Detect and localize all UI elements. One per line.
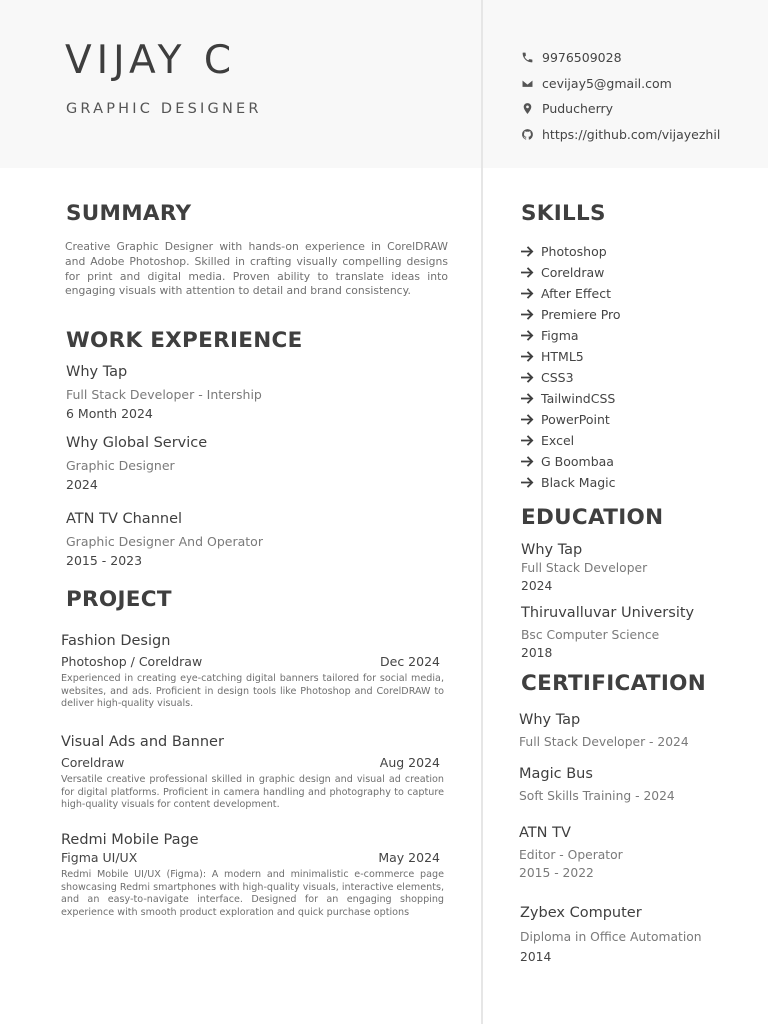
project-entry	[61, 832, 444, 919]
project-meta	[61, 654, 444, 669]
arrow-right-icon	[520, 245, 535, 258]
skill-item	[520, 346, 621, 367]
skill-label: PowerPoint	[541, 412, 610, 427]
job-title: GRAPHIC DESIGNER	[66, 101, 262, 117]
job-entry	[66, 511, 263, 568]
certification-year: 2015 - 2022	[519, 866, 594, 880]
project-tools: Figma UI/UX	[61, 850, 138, 865]
certification-org: Zybex Computer	[520, 905, 642, 921]
skill-label: TailwindCSS	[541, 391, 616, 406]
job-date: 6 Month 2024	[66, 406, 153, 421]
skills-heading: SKILLS	[521, 201, 606, 226]
project-date: Dec 2024	[380, 654, 440, 669]
column-divider	[481, 0, 483, 1024]
contact-email[interactable]	[519, 71, 759, 97]
skill-label: Photoshop	[541, 244, 607, 259]
project-description: Experienced in creating eye-catching digital banners tailored for social media, websites, and ads. Proficient in design tools like Photoshop and CorelDRAW to deliver high-quality visuals.	[61, 673, 444, 710]
project-name: Redmi Mobile Page	[61, 832, 199, 848]
certification-entry	[520, 905, 702, 964]
certification-entry	[519, 712, 689, 749]
arrow-right-icon	[520, 392, 535, 405]
skills-list	[520, 241, 621, 493]
project-name: Fashion Design	[61, 633, 171, 649]
job-role: Graphic Designer And Operator	[66, 534, 263, 549]
skill-label: Black Magic	[541, 475, 616, 490]
location-text: Puducherry	[542, 101, 614, 117]
project-tools: Coreldraw	[61, 755, 125, 770]
arrow-right-icon	[520, 350, 535, 363]
certification-detail: Full Stack Developer - 2024	[519, 735, 689, 749]
github-link[interactable]: https://github.com/vijayezhil	[542, 126, 721, 142]
education-entry	[521, 542, 647, 593]
job-date: 2015 - 2023	[66, 553, 143, 568]
job-company: Why Tap	[66, 364, 128, 380]
job-entry	[66, 364, 262, 421]
project-meta	[61, 850, 444, 865]
skill-item	[520, 409, 621, 430]
project-description: Redmi Mobile UI/UX (Figma): A modern and minimalistic e-commerce page showcasing Redmi smartphones with high-quality visuals, interactive elements, and an easy-to-navigate interface. Designed for an engaging shopping experience with smooth product exploration and quick purchase options	[61, 869, 445, 918]
github-icon	[519, 127, 535, 141]
arrow-right-icon	[520, 266, 535, 279]
candidate-name: VIJAY C	[65, 38, 237, 83]
project-entry	[61, 633, 444, 711]
contact-location	[519, 96, 759, 122]
arrow-right-icon	[520, 329, 535, 342]
education-degree: Full Stack Developer	[521, 561, 648, 575]
arrow-right-icon	[520, 434, 535, 447]
email-text[interactable]: cevijay5@gmail.com	[542, 75, 672, 91]
arrow-right-icon	[520, 308, 535, 321]
education-degree: Bsc Computer Science	[521, 628, 660, 642]
arrow-right-icon	[520, 455, 535, 468]
education-school: Why Tap	[521, 542, 583, 558]
project-name: Visual Ads and Banner	[61, 734, 224, 750]
skill-label: Premiere Pro	[541, 307, 621, 322]
skill-item	[520, 262, 621, 283]
project-tools: Photoshop / Coreldraw	[61, 654, 203, 669]
certification-org: ATN TV	[519, 825, 571, 841]
certification-detail: Diploma in Office Automation	[520, 930, 702, 944]
skill-item	[520, 241, 621, 262]
contact-phone	[519, 45, 759, 71]
arrow-right-icon	[520, 476, 535, 489]
education-school: Thiruvalluvar University	[521, 605, 695, 621]
job-entry	[66, 435, 207, 492]
job-date: 2024	[66, 477, 98, 492]
skill-label: G Boombaa	[541, 454, 614, 469]
location-icon	[519, 102, 535, 116]
education-heading: EDUCATION	[521, 505, 664, 530]
skill-label: Excel	[541, 433, 575, 448]
project-meta	[61, 755, 444, 770]
certification-org: Why Tap	[519, 712, 581, 728]
project-date: May 2024	[378, 850, 440, 865]
contact-github[interactable]	[519, 122, 759, 148]
mail-icon	[519, 76, 535, 90]
summary-text: Creative Graphic Designer with hands-on experience in CorelDRAW and Adobe Photoshop. Skilled in crafting visually compelling designs for print and digital media. Proven ability to translate ideas into engaging visuals with attention to detail and brand consistency.	[65, 240, 448, 298]
contact-list	[519, 45, 759, 147]
education-entry	[521, 605, 694, 660]
skill-item	[520, 472, 621, 493]
project-entry	[61, 734, 444, 812]
skill-label: After Effect	[541, 286, 611, 301]
skill-item	[520, 283, 621, 304]
certification-entry	[519, 825, 623, 880]
skill-item	[520, 451, 621, 472]
skill-item	[520, 430, 621, 451]
work-experience-heading: WORK EXPERIENCE	[66, 328, 303, 353]
project-description: Versatile creative professional skilled in graphic design and visual ad creation for digital platforms. Proficient in camera handling and photography to capture high-quality visuals for content development.	[61, 774, 444, 811]
skill-item	[520, 388, 621, 409]
phone-icon	[519, 51, 535, 65]
arrow-right-icon	[520, 287, 535, 300]
arrow-right-icon	[520, 371, 535, 384]
certification-entry	[519, 766, 675, 803]
skill-label: HTML5	[541, 349, 584, 364]
education-year: 2018	[521, 646, 553, 660]
skill-label: Coreldraw	[541, 265, 605, 280]
job-role: Graphic Designer	[66, 458, 175, 473]
skill-label: Figma	[541, 328, 579, 343]
certification-detail: Soft Skills Training - 2024	[519, 789, 675, 803]
certification-detail: Editor - Operator	[519, 848, 623, 862]
certification-heading: CERTIFICATION	[521, 671, 706, 696]
job-company: ATN TV Channel	[66, 511, 183, 527]
project-date: Aug 2024	[379, 755, 440, 770]
skill-item	[520, 304, 621, 325]
arrow-right-icon	[520, 413, 535, 426]
certification-org: Magic Bus	[519, 766, 593, 782]
skill-label: CSS3	[541, 370, 574, 385]
summary-heading: SUMMARY	[66, 201, 192, 226]
job-company: Why Global Service	[66, 435, 208, 451]
phone-text: 9976509028	[542, 50, 622, 66]
certification-year: 2014	[520, 950, 552, 964]
job-role: Full Stack Developer - Intership	[66, 387, 262, 402]
project-heading: PROJECT	[66, 587, 172, 612]
skill-item	[520, 367, 621, 388]
skill-item	[520, 325, 621, 346]
education-year: 2024	[521, 579, 553, 593]
